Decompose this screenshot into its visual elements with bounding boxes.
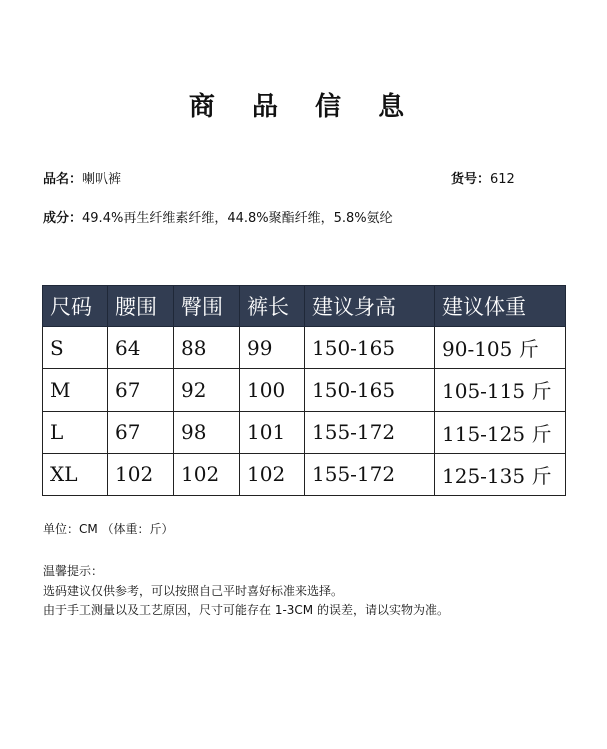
header-weight: 建议体重 <box>435 286 566 327</box>
unit-note: 单位：CM （体重：斤） <box>43 522 174 536</box>
size-table <box>42 285 566 496</box>
cell-hip: 88 <box>174 327 240 369</box>
composition-value: 49.4%再生纤维素纤维，44.8%聚酯纤维，5.8%氨纶 <box>82 211 393 226</box>
cell-weight: 105-115 斤 <box>435 369 566 411</box>
cell-size: S <box>43 327 108 369</box>
cell-hip: 102 <box>174 453 240 495</box>
cell-weight: 125-135 斤 <box>435 453 566 495</box>
product-name-value: 喇叭裤 <box>82 172 122 187</box>
tips-heading: 温馨提示： <box>43 564 104 578</box>
table-row <box>43 369 566 411</box>
header-length: 裤长 <box>240 286 305 327</box>
cell-height: 150-165 <box>305 327 435 369</box>
cell-length: 99 <box>240 327 305 369</box>
cell-waist: 102 <box>108 453 174 495</box>
tip-line-2: 由于手工测量以及工艺原因，尺寸可能存在 1-3CM 的误差，请以实物为准。 <box>43 603 449 617</box>
cell-hip: 92 <box>174 369 240 411</box>
composition <box>43 207 393 226</box>
header-size: 尺码 <box>43 286 108 327</box>
cell-height: 155-172 <box>305 411 435 453</box>
item-number-value: 612 <box>490 172 515 187</box>
table-row <box>43 327 566 369</box>
page-title: 商 品 信 息 <box>188 92 419 122</box>
cell-waist: 64 <box>108 327 174 369</box>
tip-line-1: 选码建议仅供参考，可以按照自己平时喜好标准来选择。 <box>43 584 344 598</box>
cell-size: M <box>43 369 108 411</box>
header-hip: 臀围 <box>174 286 240 327</box>
table-row <box>43 411 566 453</box>
cell-size: L <box>43 411 108 453</box>
cell-height: 150-165 <box>305 369 435 411</box>
header-height: 建议身高 <box>305 286 435 327</box>
cell-waist: 67 <box>108 369 174 411</box>
cell-weight: 115-125 斤 <box>435 411 566 453</box>
cell-length: 101 <box>240 411 305 453</box>
item-number-label: 货号： <box>451 172 491 187</box>
cell-size: XL <box>43 453 108 495</box>
cell-weight: 90-105 斤 <box>435 327 566 369</box>
cell-length: 102 <box>240 453 305 495</box>
composition-label: 成分： <box>43 211 83 226</box>
cell-hip: 98 <box>174 411 240 453</box>
table-row <box>43 453 566 495</box>
header-waist: 腰围 <box>108 286 174 327</box>
product-name-label: 品名： <box>43 172 83 187</box>
item-number <box>451 168 515 187</box>
cell-waist: 67 <box>108 411 174 453</box>
cell-length: 100 <box>240 369 305 411</box>
cell-height: 155-172 <box>305 453 435 495</box>
size-table-header-row <box>43 286 566 327</box>
product-name <box>43 168 121 187</box>
